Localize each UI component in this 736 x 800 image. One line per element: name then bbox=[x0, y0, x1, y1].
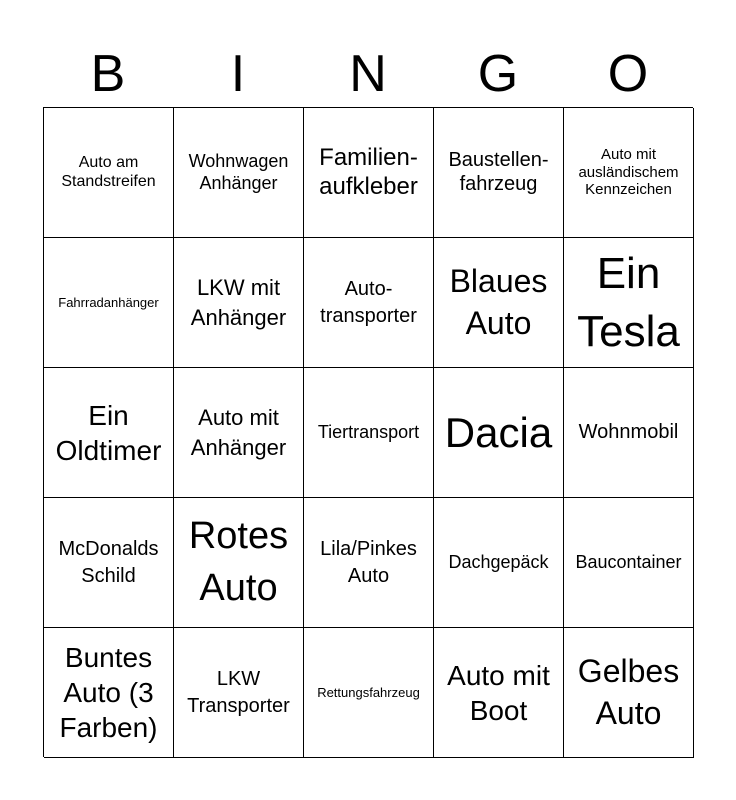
header-letter-b: B bbox=[90, 45, 126, 103]
header-letter-i: I bbox=[230, 45, 246, 103]
bingo-cell[interactable]: Rotes Auto bbox=[174, 498, 304, 628]
bingo-cell[interactable]: Familien-aufkleber bbox=[304, 108, 434, 238]
bingo-cell[interactable]: Auto mit ausländischem Kennzeichen bbox=[564, 108, 694, 238]
bingo-header bbox=[43, 40, 693, 108]
bingo-cell[interactable]: Ein Tesla bbox=[564, 238, 694, 368]
bingo-card bbox=[43, 107, 693, 757]
bingo-cell[interactable]: Gelbes Auto bbox=[564, 628, 694, 758]
header-letter-g: G bbox=[477, 45, 519, 103]
bingo-cell[interactable]: Wohnmobil bbox=[564, 368, 694, 498]
bingo-cell[interactable]: Auto am Standstreifen bbox=[44, 108, 174, 238]
bingo-cell[interactable]: Auto mit Boot bbox=[434, 628, 564, 758]
bingo-cell[interactable]: Tiertransport bbox=[304, 368, 434, 498]
bingo-cell[interactable]: Buntes Auto (3 Farben) bbox=[44, 628, 174, 758]
bingo-cell[interactable]: Lila/Pinkes Auto bbox=[304, 498, 434, 628]
bingo-cell[interactable]: Wohnwagen Anhänger bbox=[174, 108, 304, 238]
bingo-cell[interactable]: Fahrradanhänger bbox=[44, 238, 174, 368]
bingo-cell[interactable]: Baustellen-fahrzeug bbox=[434, 108, 564, 238]
bingo-cell[interactable]: Ein Oldtimer bbox=[44, 368, 174, 498]
bingo-cell[interactable]: Auto mit Anhänger bbox=[174, 368, 304, 498]
bingo-cell[interactable]: Dachgepäck bbox=[434, 498, 564, 628]
bingo-cell[interactable]: LKW Transporter bbox=[174, 628, 304, 758]
bingo-cell[interactable]: Blaues Auto bbox=[434, 238, 564, 368]
header-letter-n: N bbox=[349, 45, 387, 103]
header-letter-o: O bbox=[607, 45, 649, 103]
bingo-cell[interactable]: LKW mit Anhänger bbox=[174, 238, 304, 368]
bingo-cell[interactable]: Rettungsfahrzeug bbox=[304, 628, 434, 758]
bingo-cell[interactable]: McDonalds Schild bbox=[44, 498, 174, 628]
bingo-cell[interactable]: Baucontainer bbox=[564, 498, 694, 628]
bingo-cell[interactable]: Dacia bbox=[434, 368, 564, 498]
bingo-cell[interactable]: Auto-transporter bbox=[304, 238, 434, 368]
